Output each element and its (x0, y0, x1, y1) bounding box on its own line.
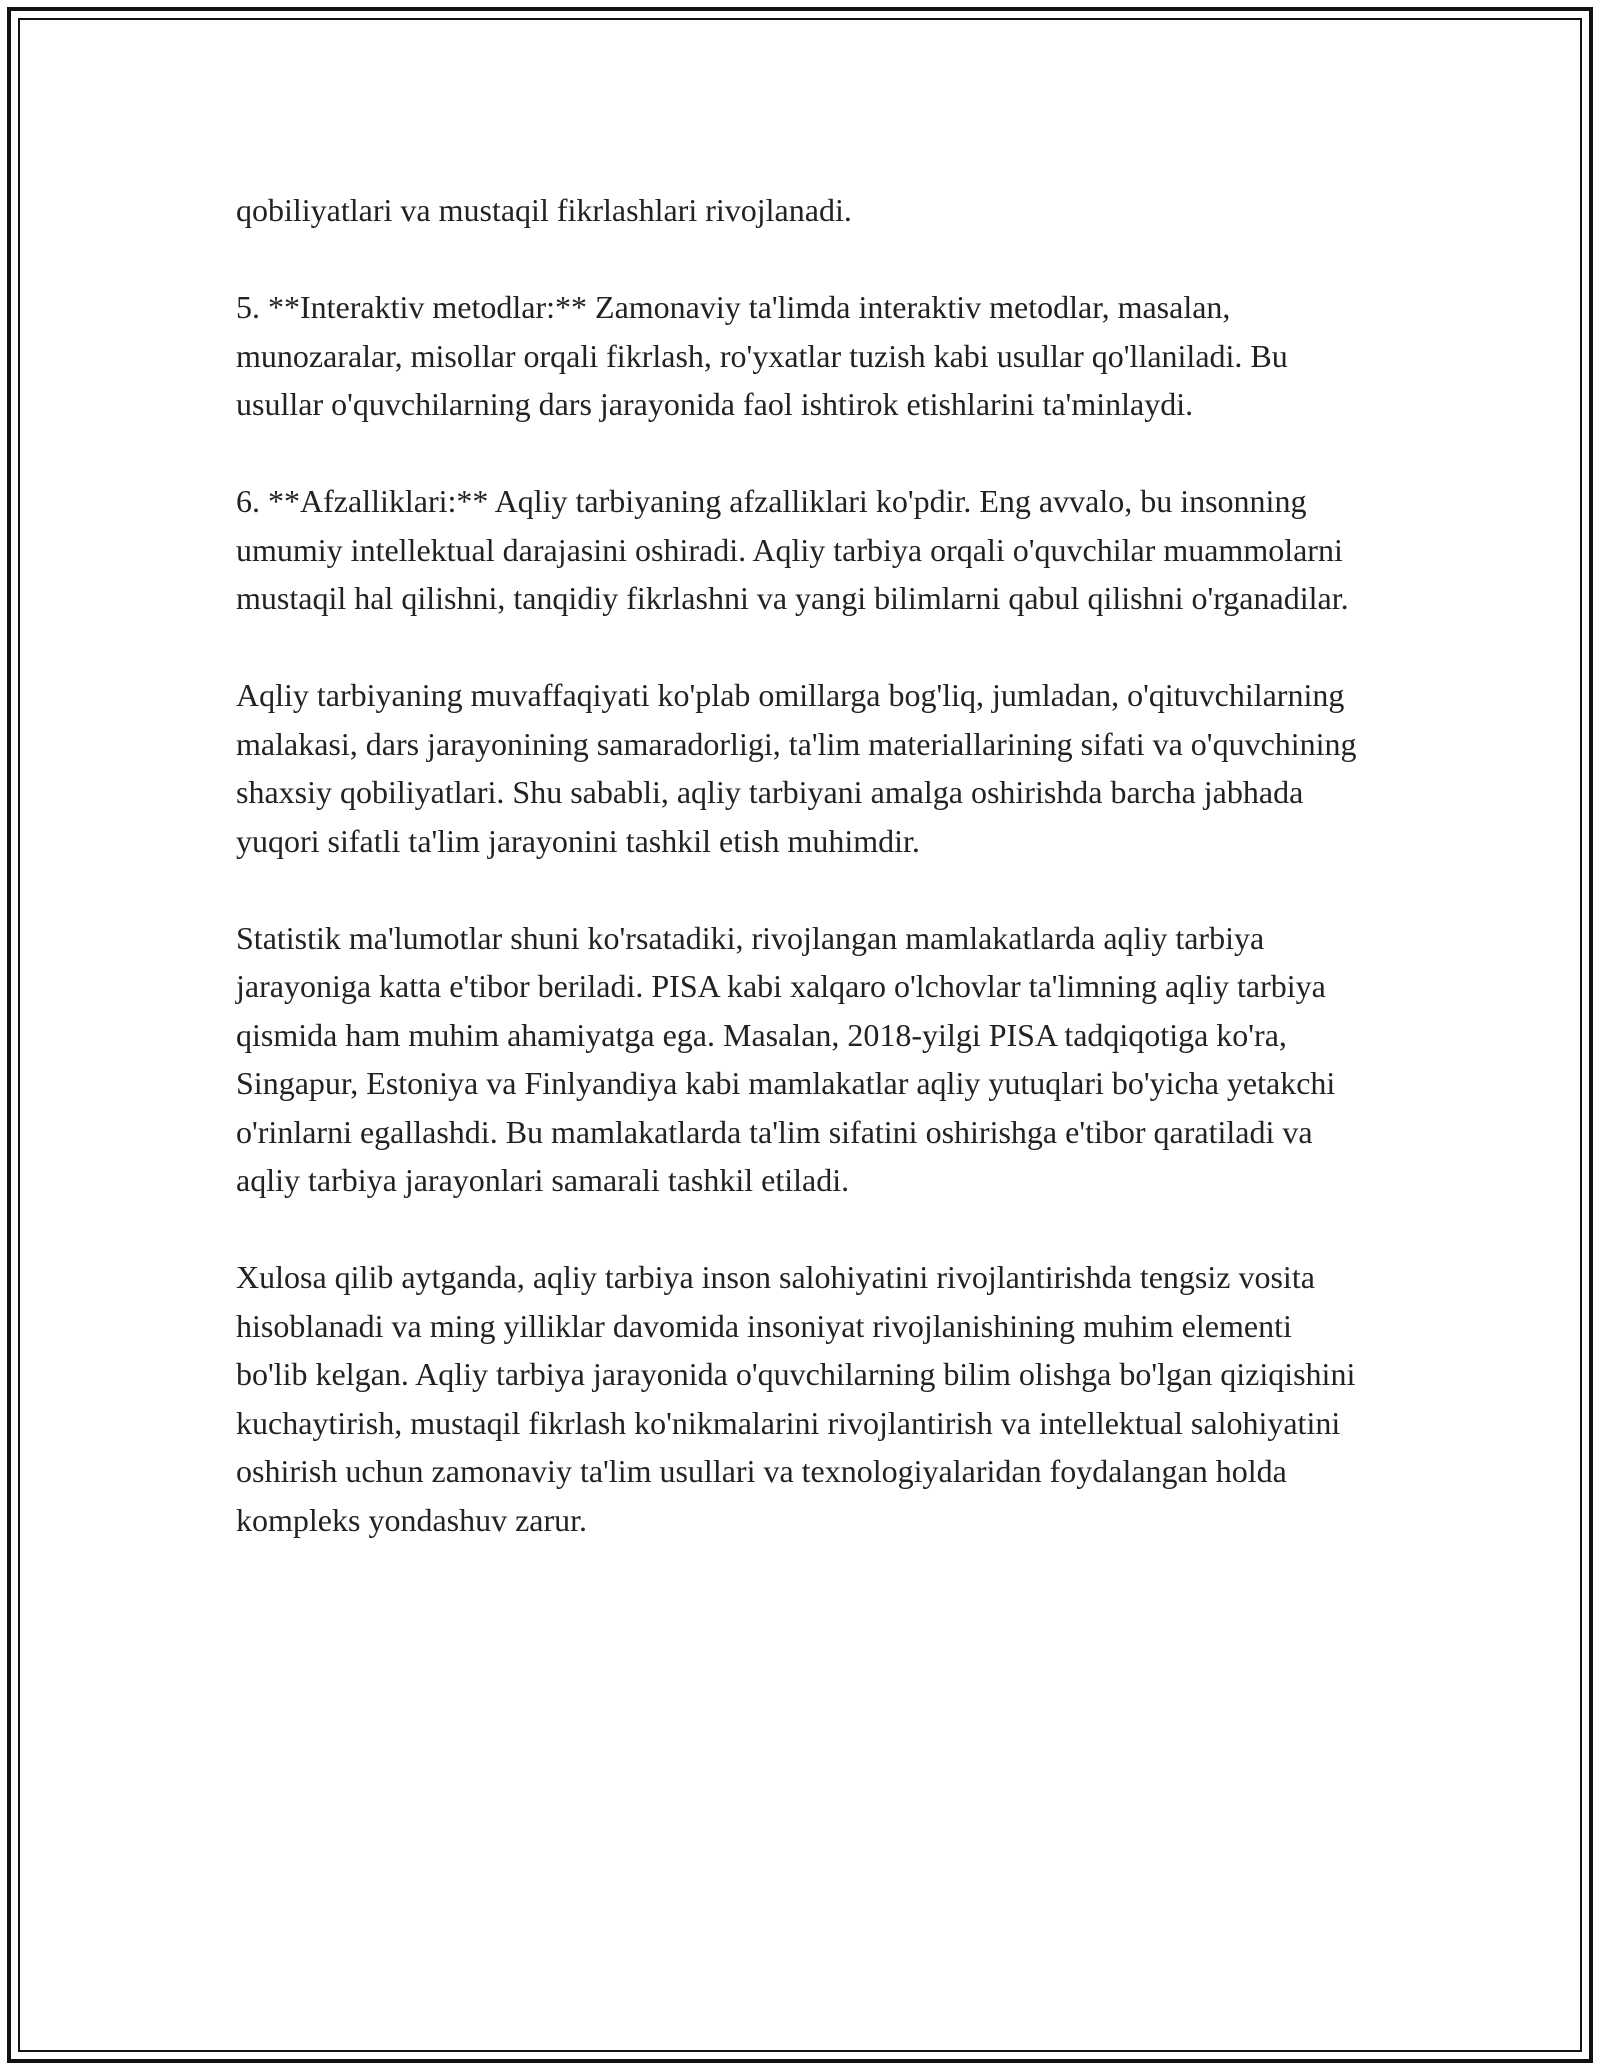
paragraph-conclusion: Xulosa qilib aytganda, aqliy tarbiya inson salohiyatini rivojlantirishda tengsiz vosita hisoblanadi va ming yilliklar davomida insoniyat rivojlanishining muhim elementi bo'lib kelgan. Aqliy tarbiya jarayonida o'quvchilarning bilim olishga bo'lgan qiziqishini kuchaytirish, mustaqil fikrlash ko'nikmalarini rivojlantirish va intellektual salohiyatini oshirish uchun zamonaviy ta'lim usullari va texnologiyalaridan foydalangan holda kompleks yondashuv zarur. (236, 1259, 1356, 1538)
paragraph-statistics: Statistik ma'lumotlar shuni ko'rsatadiki, rivojlangan mamlakatlarda aqliy tarbiya jarayoniga katta e'tibor beriladi. PISA kabi xalqaro o'lchovlar ta'limning aqliy tarbiya qismida ham muhim ahamiyatga ega. Masalan, 2018-yilgi PISA tadqiqotiga ko'ra, Singapur, Estoniya va Finlyandiya kabi mamlakatlar aqliy yutuqlari bo'yicha yetakchi o'rinlarni egallashdi. Bu mamlakatlarda ta'lim sifatini oshirishga e'tibor qaratiladi va aqliy tarbiya jarayonlari samarali tashkil etiladi. (236, 919, 1336, 1198)
paragraph-advantages: 6. **Afzalliklari:** Aqliy tarbiyaning afzalliklari ko'pdir. Eng avvalo, bu insonning umumiy intellektual darajasini oshiradi. Aqliy tarbiya orqali o'quvchilar muammolarni mustaqil hal qilishni, tanqidiy fikrlashni va yangi bilimlarni qabul qilishni o'rganadilar. (236, 483, 1349, 616)
paragraph-interactive-methods: 5. **Interaktiv metodlar:** Zamonaviy ta'limda interaktiv metodlar, masalan, munozaralar, misollar orqali fikrlash, ro'yxatlar tuzish kabi usullar qo'llaniladi. Bu usullar o'quvchilarning dars jarayonida faol ishtirok etishlarini ta'minlaydi. (236, 289, 1288, 422)
paragraph-continuation: qobiliyatlari va mustaqil fikrlashlari rivojlanadi. (236, 192, 852, 228)
document-body (236, 186, 1366, 1593)
paragraph-success-factors: Aqliy tarbiyaning muvaffaqiyati ko'plab omillarga bog'liq, jumladan, o'qituvchilarning malakasi, dars jarayonining samaradorligi, ta'lim materiallarining sifati va o'quvchining shaxsiy qobiliyatlari. Shu sababli, aqliy tarbiyani amalga oshirishda barcha jabhada yuqori sifatli ta'lim jarayonini tashkil etish muhimdir. (236, 677, 1357, 859)
